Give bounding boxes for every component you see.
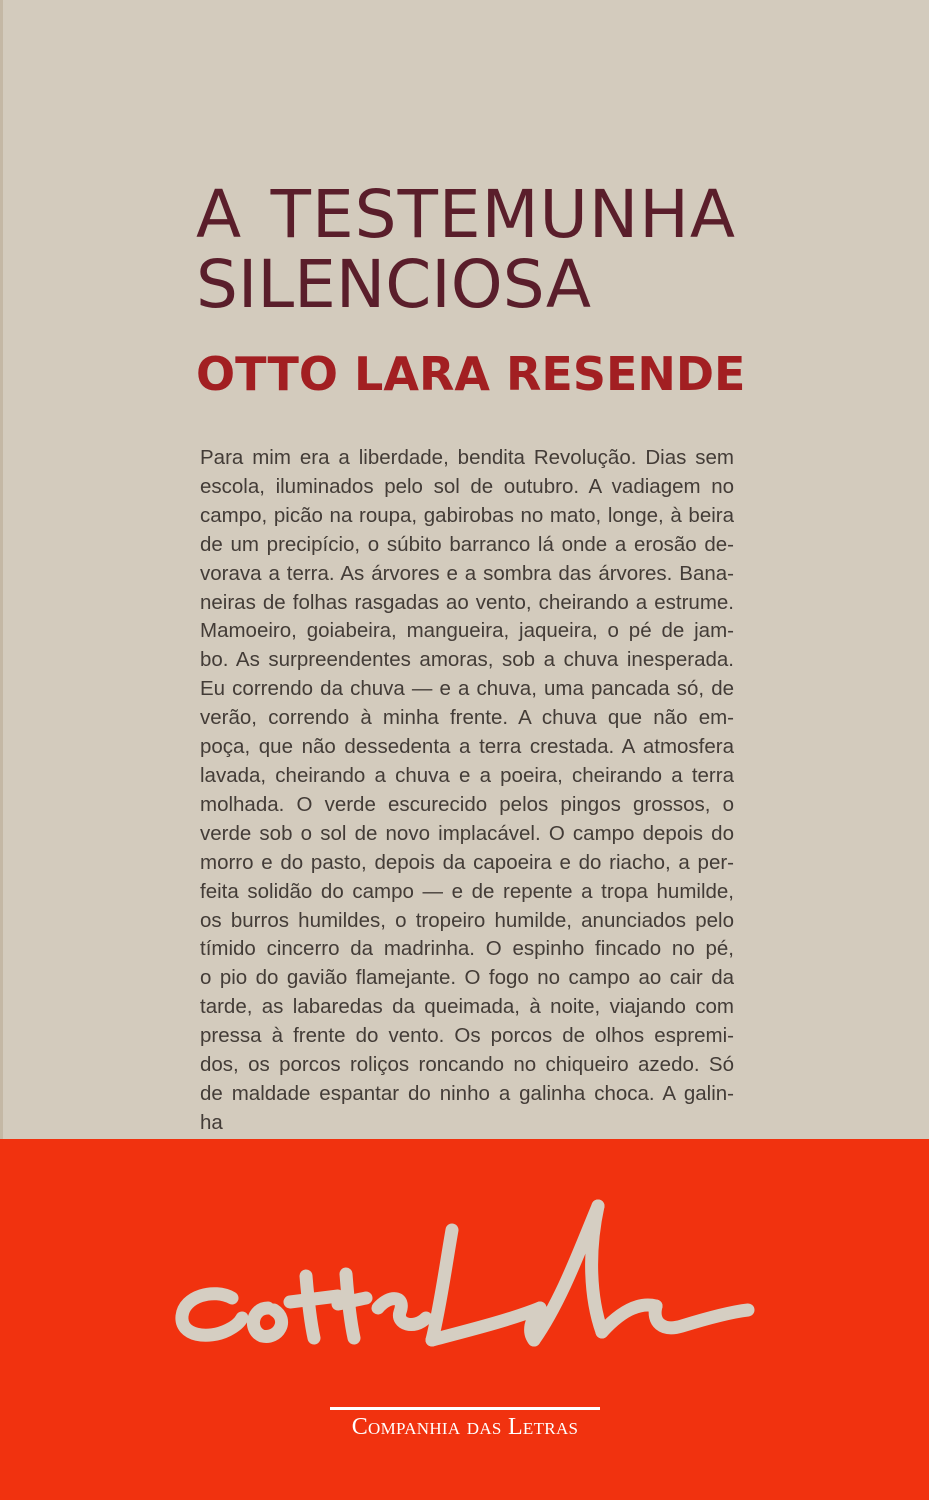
- blurb-line: ha: [200, 1110, 223, 1134]
- author-signature: [170, 1190, 760, 1360]
- blurb-line: poça, que não dessedenta a terra crestada. A atmosfera: [200, 735, 734, 759]
- blurb-line: escola, iluminados pelo sol de outubro. A vadiagem no: [200, 474, 734, 498]
- spine-edge: [0, 0, 3, 1139]
- blurb-line: tímido cincerro da madrinha. O espinho fincado no pé,: [200, 937, 734, 961]
- book-title-line-1: A TESTEMUNHA: [196, 176, 736, 253]
- blurb-line: feita solidão do campo — e de repente a tropa humilde,: [200, 879, 734, 903]
- blurb-line: verde sob o sol de novo implacável. O campo depois do: [200, 821, 734, 845]
- blurb-line: tarde, as labaredas da queimada, à noite, viajando com: [200, 995, 734, 1019]
- blurb-line: neiras de folhas rasgadas ao vento, cheirando a estrume.: [200, 590, 734, 614]
- blurb-line: molhada. O verde escurecido pelos pingos grossos, o: [200, 792, 734, 816]
- blurb-line: de maldade espantar do ninho a galinha choca. A galin-: [200, 1081, 734, 1105]
- blurb-line: pressa à frente do vento. Os porcos de olhos espremi-: [200, 1024, 734, 1048]
- publisher-logo: [330, 1407, 600, 1441]
- blurb-line: Eu correndo da chuva — e a chuva, uma pancada só, de: [200, 677, 734, 701]
- blurb-line: Para mim era a liberdade, bendita Revolução. Dias sem: [200, 446, 734, 469]
- blurb-line: lavada, cheirando a chuva e a poeira, cheirando a terra: [200, 763, 734, 787]
- blurb-line: dos, os porcos roliços roncando no chiqueiro azedo. Só: [200, 1053, 734, 1077]
- blurb-line: bo. As surpreendentes amoras, sob a chuva inesperada.: [200, 648, 734, 672]
- blurb-text: [200, 444, 734, 1139]
- blurb-line: verão, correndo à minha frente. A chuva que não em-: [200, 706, 734, 730]
- blurb-line: os burros humildes, o tropeiro humilde, anunciados pelo: [200, 908, 734, 932]
- author-name: OTTO LARA RESENDE: [196, 347, 746, 401]
- blurb-line: de um precipício, o súbito barranco lá onde a erosão de-: [200, 532, 734, 556]
- publisher-rule: [330, 1407, 600, 1410]
- publisher-name: Companhia das Letras: [351, 1414, 579, 1440]
- blurb-line: o pio do gavião flamejante. O fogo no campo ao cair da: [200, 966, 734, 990]
- blurb-line: vorava a terra. As árvores e a sombra das árvores. Bana-: [200, 561, 734, 585]
- blurb-line: campo, picão na roupa, gabirobas no mato, longe, à beira: [200, 503, 734, 527]
- book-title-line-2: SILENCIOSA: [196, 246, 591, 323]
- blurb-line: morro e do pasto, depois da capoeira e do riacho, a per-: [200, 850, 734, 874]
- blurb-line: Mamoeiro, goiabeira, mangueira, jaqueira, o pé de jam-: [200, 619, 734, 643]
